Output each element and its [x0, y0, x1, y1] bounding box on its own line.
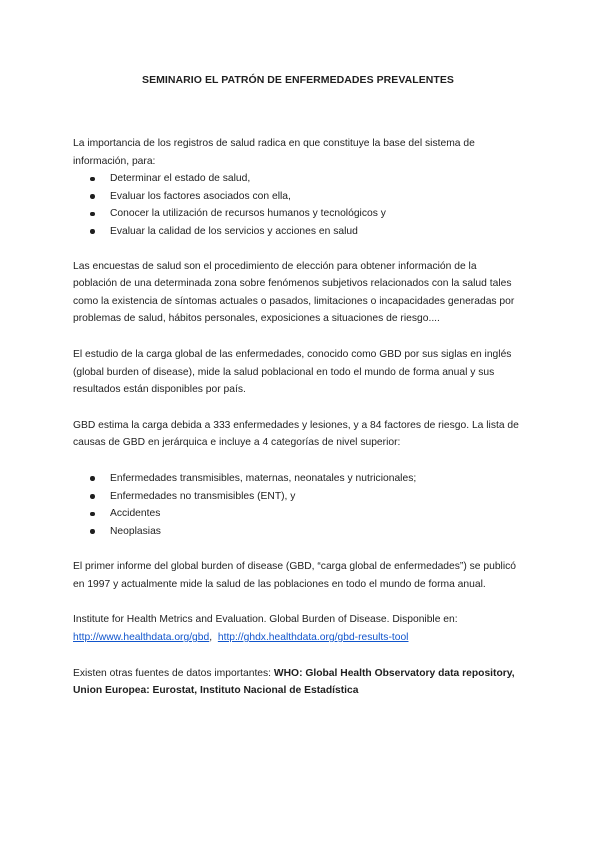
- category-list: [73, 470, 523, 540]
- first-report-paragraph: El primer informe del global burden of disease (GBD, “carga global de enfermedades”) se publicó en 1997 y actualmente mide la salud de las poblaciones en todo el mundo de forma anual.: [73, 561, 516, 590]
- surveys-paragraph: Las encuestas de salud son el procedimiento de elección para obtener información de la población de una determinada zona sobre fenómenos subjetivos relacionados con la salud tales como la existencia de síntomas actuales o pasados, limitaciones o incapacidades generadas por problemas de salud, hábitos personales, exposiciones a situaciones de riesgo....: [73, 260, 515, 325]
- intro-paragraph: La importancia de los registros de salud radica en que constituye la base del sistema de información, para:: [73, 138, 475, 167]
- list-item: Evaluar los factores asociados con ella,: [73, 188, 523, 206]
- ihme-text: Institute for Health Metrics and Evaluation. Global Burden of Disease. Disponible en:: [73, 614, 458, 626]
- link-separator: ,: [209, 632, 213, 644]
- list-item: Neoplasias: [73, 523, 523, 541]
- list-item: Evaluar la calidad de los servicios y acciones en salud: [73, 223, 523, 241]
- other-sources-list: WHO: Global Health Observatory data repository, Union Europea: Eurostat, Instituto Nacional de Estadística: [73, 667, 515, 697]
- list-item: Conocer la utilización de recursos humanos y tecnológicos y: [73, 205, 523, 223]
- list-item: Enfermedades no transmisibles (ENT), y: [73, 488, 523, 506]
- document-body: [73, 72, 523, 700]
- ihme-reference: [73, 611, 523, 646]
- ghdx-link[interactable]: http://ghdx.healthdata.org/gbd-results-tool: [217, 632, 409, 644]
- other-sources-prefix: Existen otras fuentes de datos importantes:: [73, 667, 274, 679]
- purpose-list: [73, 170, 523, 240]
- gbd-estimate-paragraph: GBD estima la carga debida a 333 enfermedades y lesiones, y a 84 factores de riesgo. La lista de causas de GBD en jerárquica e incluye a 4 categorías de nivel superior:: [73, 419, 519, 449]
- healthdata-link[interactable]: http://www.healthdata.org/gbd: [73, 632, 210, 644]
- document-title: SEMINARIO EL PATRÓN DE ENFERMEDADES PREVALENTES: [142, 74, 454, 86]
- gbd-study-paragraph: El estudio de la carga global de las enfermedades, conocido como GBD por sus siglas en inglés (global burden of disease), mide la salud poblacional en todo el mundo de forma anual y sus resultados están disponibles por país.: [73, 348, 512, 396]
- list-item: Determinar el estado de salud,: [73, 170, 523, 188]
- list-item: Accidentes: [73, 505, 523, 523]
- list-item: Enfermedades transmisibles, maternas, neonatales y nutricionales;: [73, 470, 523, 488]
- other-sources-paragraph: [73, 665, 523, 700]
